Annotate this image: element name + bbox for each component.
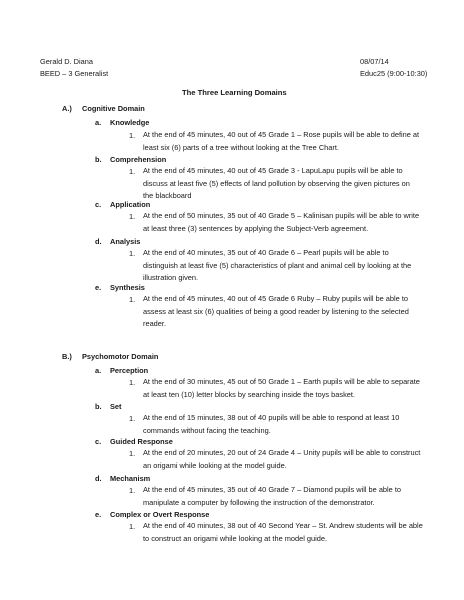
list-number: 1.	[129, 378, 136, 387]
item-letter: a.	[95, 118, 102, 127]
objective-text: At the end of 30 minutes, 45 out of 50 Grade 1 – Earth pupils will be able to separate at least ten (10) letter blocks by searching inside the toys basket.	[143, 377, 420, 399]
section-b-label: B.)	[62, 352, 72, 361]
item-letter: b.	[95, 402, 102, 411]
objective-text: At the end of 45 minutes, 40 out of 45 Grade 3 - LapuLapu pupils will be able to discuss at least five (5) effects of land pollution by observing the given pictures on the blackboard	[143, 166, 410, 201]
page-title: The Three Learning Domains	[182, 88, 287, 97]
item-heading: Comprehension	[110, 155, 167, 164]
item-heading: Complex or Overt Response	[110, 510, 210, 519]
list-number: 1.	[129, 131, 136, 140]
objective-text: At the end of 50 minutes, 35 out of 40 Grade 5 – Kalinisan pupils will be able to write at least three (3) sentences by applying the Subject-Verb agreement.	[143, 211, 420, 233]
section-b-heading: Psychomotor Domain	[82, 352, 159, 361]
item-letter: d.	[95, 237, 102, 246]
class-schedule: Educ25 (9:00-10:30)	[360, 69, 428, 78]
item-letter: a.	[95, 366, 102, 375]
list-number: 1.	[129, 167, 136, 176]
author-name: Gerald D. Diana	[40, 57, 93, 66]
objective-text: At the end of 45 minutes, 40 out of 45 Grade 1 – Rose pupils will be able to define at least six (6) parts of a tree without looking at the Tree Chart.	[143, 130, 420, 152]
document-date: 08/07/14	[360, 57, 389, 66]
item-letter: c.	[95, 437, 102, 446]
list-number: 1.	[129, 212, 136, 221]
list-number: 1.	[129, 449, 136, 458]
item-letter: b.	[95, 155, 102, 164]
objective-text: At the end of 20 minutes, 20 out of 24 Grade 4 – Unity pupils will be able to construct an origami while looking at the model guide.	[143, 448, 421, 470]
item-heading: Knowledge	[110, 118, 150, 127]
objective-text: At the end of 45 minutes, 35 out of 40 Grade 7 – Diamond pupils will be able to manipulate a computer by following the instruction of the demonstrator.	[143, 485, 402, 507]
objective-text: At the end of 40 minutes, 38 out of 40 Second Year – St. Andrew students will be able to construct an origami while looking at the model guide.	[143, 521, 423, 543]
section-a-heading: Cognitive Domain	[82, 104, 145, 113]
item-heading: Synthesis	[110, 283, 145, 292]
list-number: 1.	[129, 295, 136, 304]
objective-text: At the end of 15 minutes, 38 out of 40 pupils will be able to respond at least 10 commands without facing the teaching.	[143, 413, 400, 435]
item-heading: Guided Response	[110, 437, 173, 446]
item-heading: Set	[110, 402, 122, 411]
item-letter: c.	[95, 200, 102, 209]
list-number: 1.	[129, 486, 136, 495]
item-heading: Application	[110, 200, 151, 209]
list-number: 1.	[129, 414, 136, 423]
item-heading: Analysis	[110, 237, 141, 246]
list-number: 1.	[129, 249, 136, 258]
item-letter: d.	[95, 474, 102, 483]
course-label: BEED – 3 Generalist	[40, 69, 109, 78]
item-heading: Mechanism	[110, 474, 151, 483]
objective-text: At the end of 45 minutes, 40 out of 45 Grade 6 Ruby – Ruby pupils will be able to assess at least six (6) qualities of being a good reader by listening to the selected reader.	[143, 294, 409, 329]
objective-text: At the end of 40 minutes, 35 out of 40 Grade 6 – Pearl pupils will be able to distinguish at least five (5) characteristics of plant and animal cell by looking at the illustration given.	[143, 248, 412, 283]
item-letter: e.	[95, 510, 102, 519]
section-a-label: A.)	[62, 104, 72, 113]
item-heading: Perception	[110, 366, 149, 375]
list-number: 1.	[129, 522, 136, 531]
item-letter: e.	[95, 283, 102, 292]
